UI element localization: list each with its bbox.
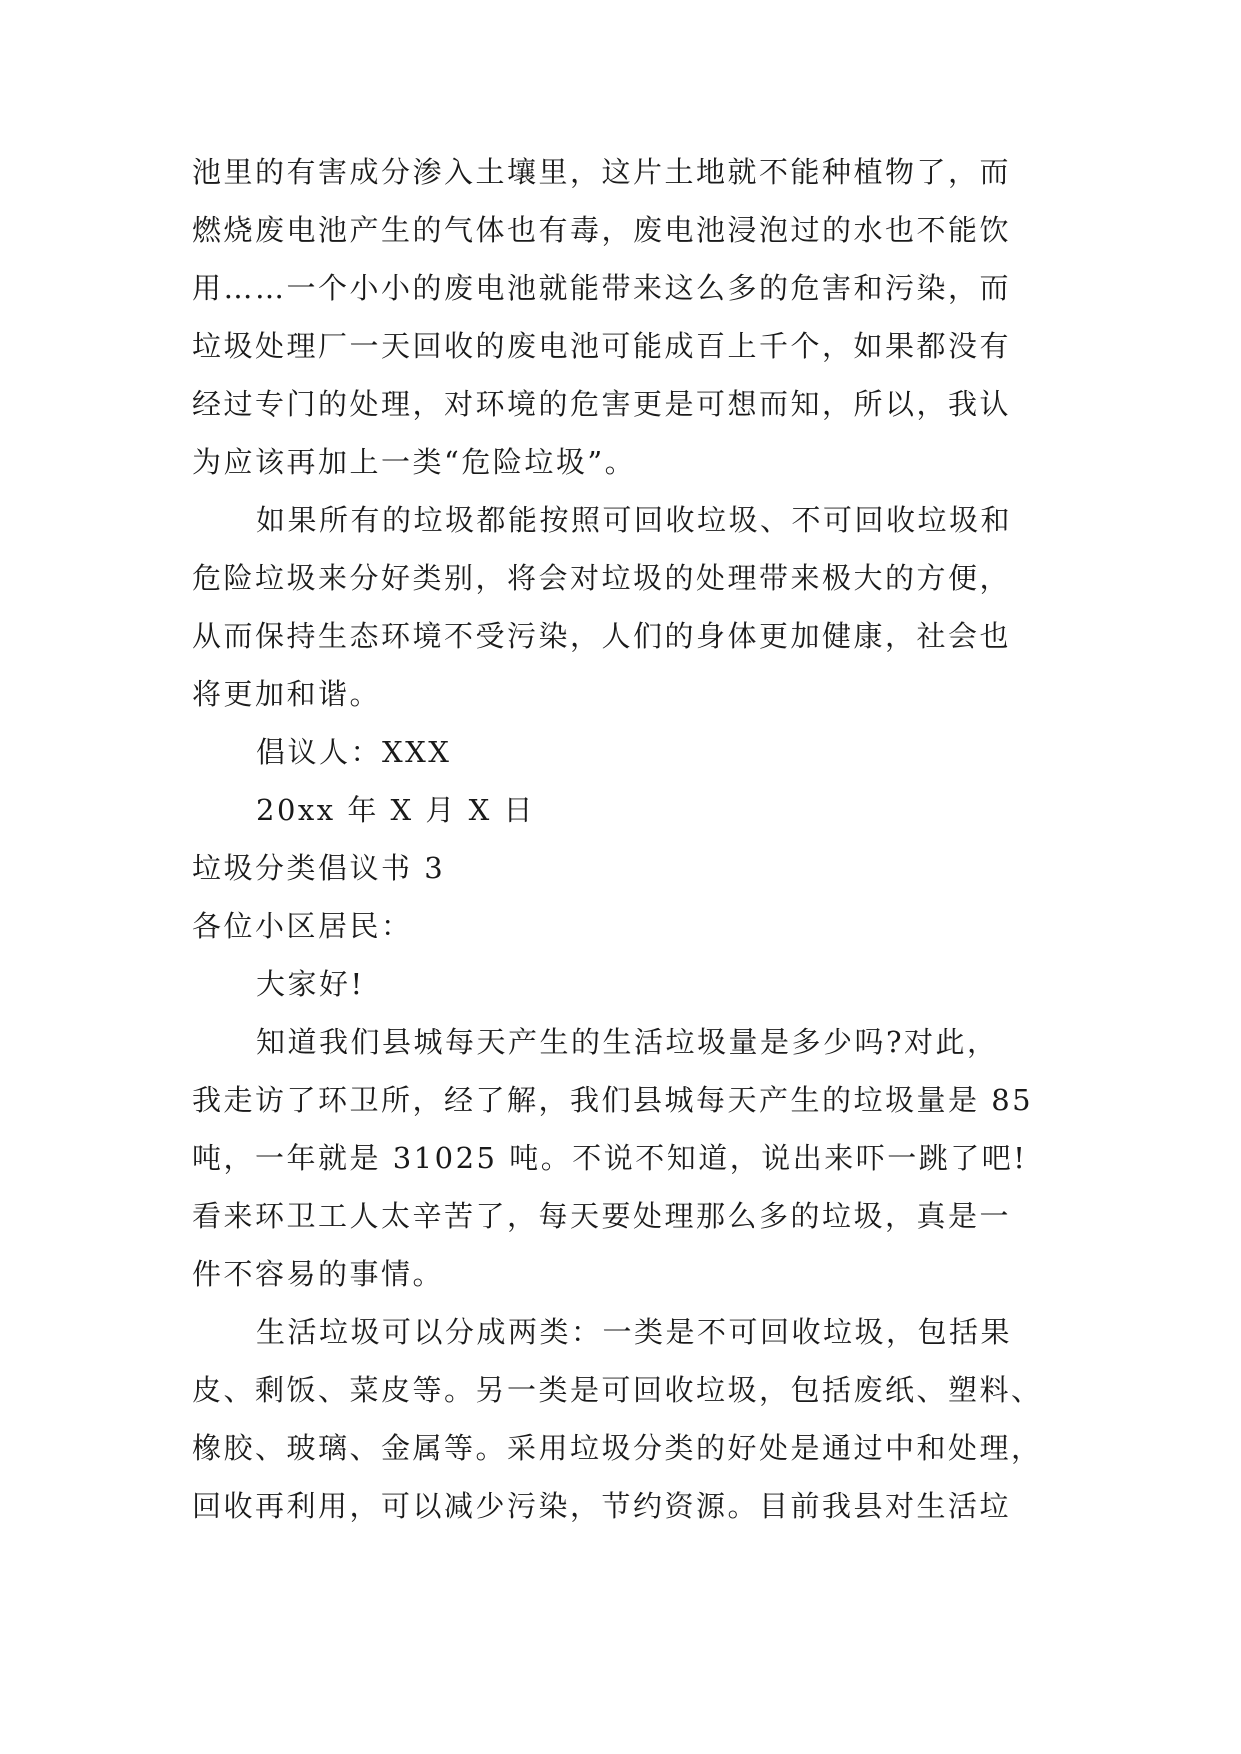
text-line: 将更加和谐。 [192, 677, 382, 711]
text-line: 吨，一年就是 31025 吨。不说不知道，说出来吓一跳了吧! [192, 1141, 1028, 1175]
text-line: 橡胶、玻璃、金属等。采用垃圾分类的好处是通过中和处理， [192, 1431, 1043, 1465]
text-line: 危险垃圾来分好类别，将会对垃圾的处理带来极大的方便， [192, 561, 1012, 595]
text-line: 皮、剩饭、菜皮等。另一类是可回收垃圾，包括废纸、塑料、 [192, 1373, 1043, 1407]
text-line: 垃圾处理厂一天回收的废电池可能成百上千个，如果都没有 [192, 329, 1012, 363]
text-line: 用……一个小小的废电池就能带来这么多的危害和污染，而 [192, 271, 1012, 305]
paragraph-start: 知道我们县城每天产生的生活垃圾量是多少吗?对此， [256, 1025, 999, 1059]
text-line: 件不容易的事情。 [192, 1257, 445, 1291]
text-line: 回收再利用，可以减少污染，节约资源。目前我县对生活垃 [192, 1489, 1012, 1523]
greeting: 大家好! [256, 967, 365, 1001]
signatory-line: 倡议人：XXX [256, 735, 452, 769]
text-line: 为应该再加上一类“危险垃圾”。 [192, 445, 637, 479]
text-line: 经过专门的处理，对环境的危害更是可想而知，所以，我认 [192, 387, 1012, 421]
text-line: 看来环卫工人太辛苦了，每天要处理那么多的垃圾，真是一 [192, 1199, 1012, 1233]
section-title: 垃圾分类倡议书 3 [192, 851, 446, 885]
paragraph-start: 生活垃圾可以分成两类：一类是不可回收垃圾，包括果 [256, 1315, 1013, 1349]
text-line: 我走访了环卫所，经了解，我们县城每天产生的垃圾量是 85 [192, 1083, 1034, 1117]
salutation: 各位小区居民： [192, 909, 413, 943]
text-line: 池里的有害成分渗入土壤里，这片土地就不能种植物了，而 [192, 155, 1012, 189]
paragraph-start: 如果所有的垃圾都能按照可回收垃圾、不可回收垃圾和 [256, 503, 1013, 537]
text-line: 从而保持生态环境不受污染，人们的身体更加健康，社会也 [192, 619, 1012, 653]
text-line: 燃烧废电池产生的气体也有毒，废电池浸泡过的水也不能饮 [192, 213, 1012, 247]
date-line: 20xx 年 X 月 X 日 [256, 793, 535, 827]
